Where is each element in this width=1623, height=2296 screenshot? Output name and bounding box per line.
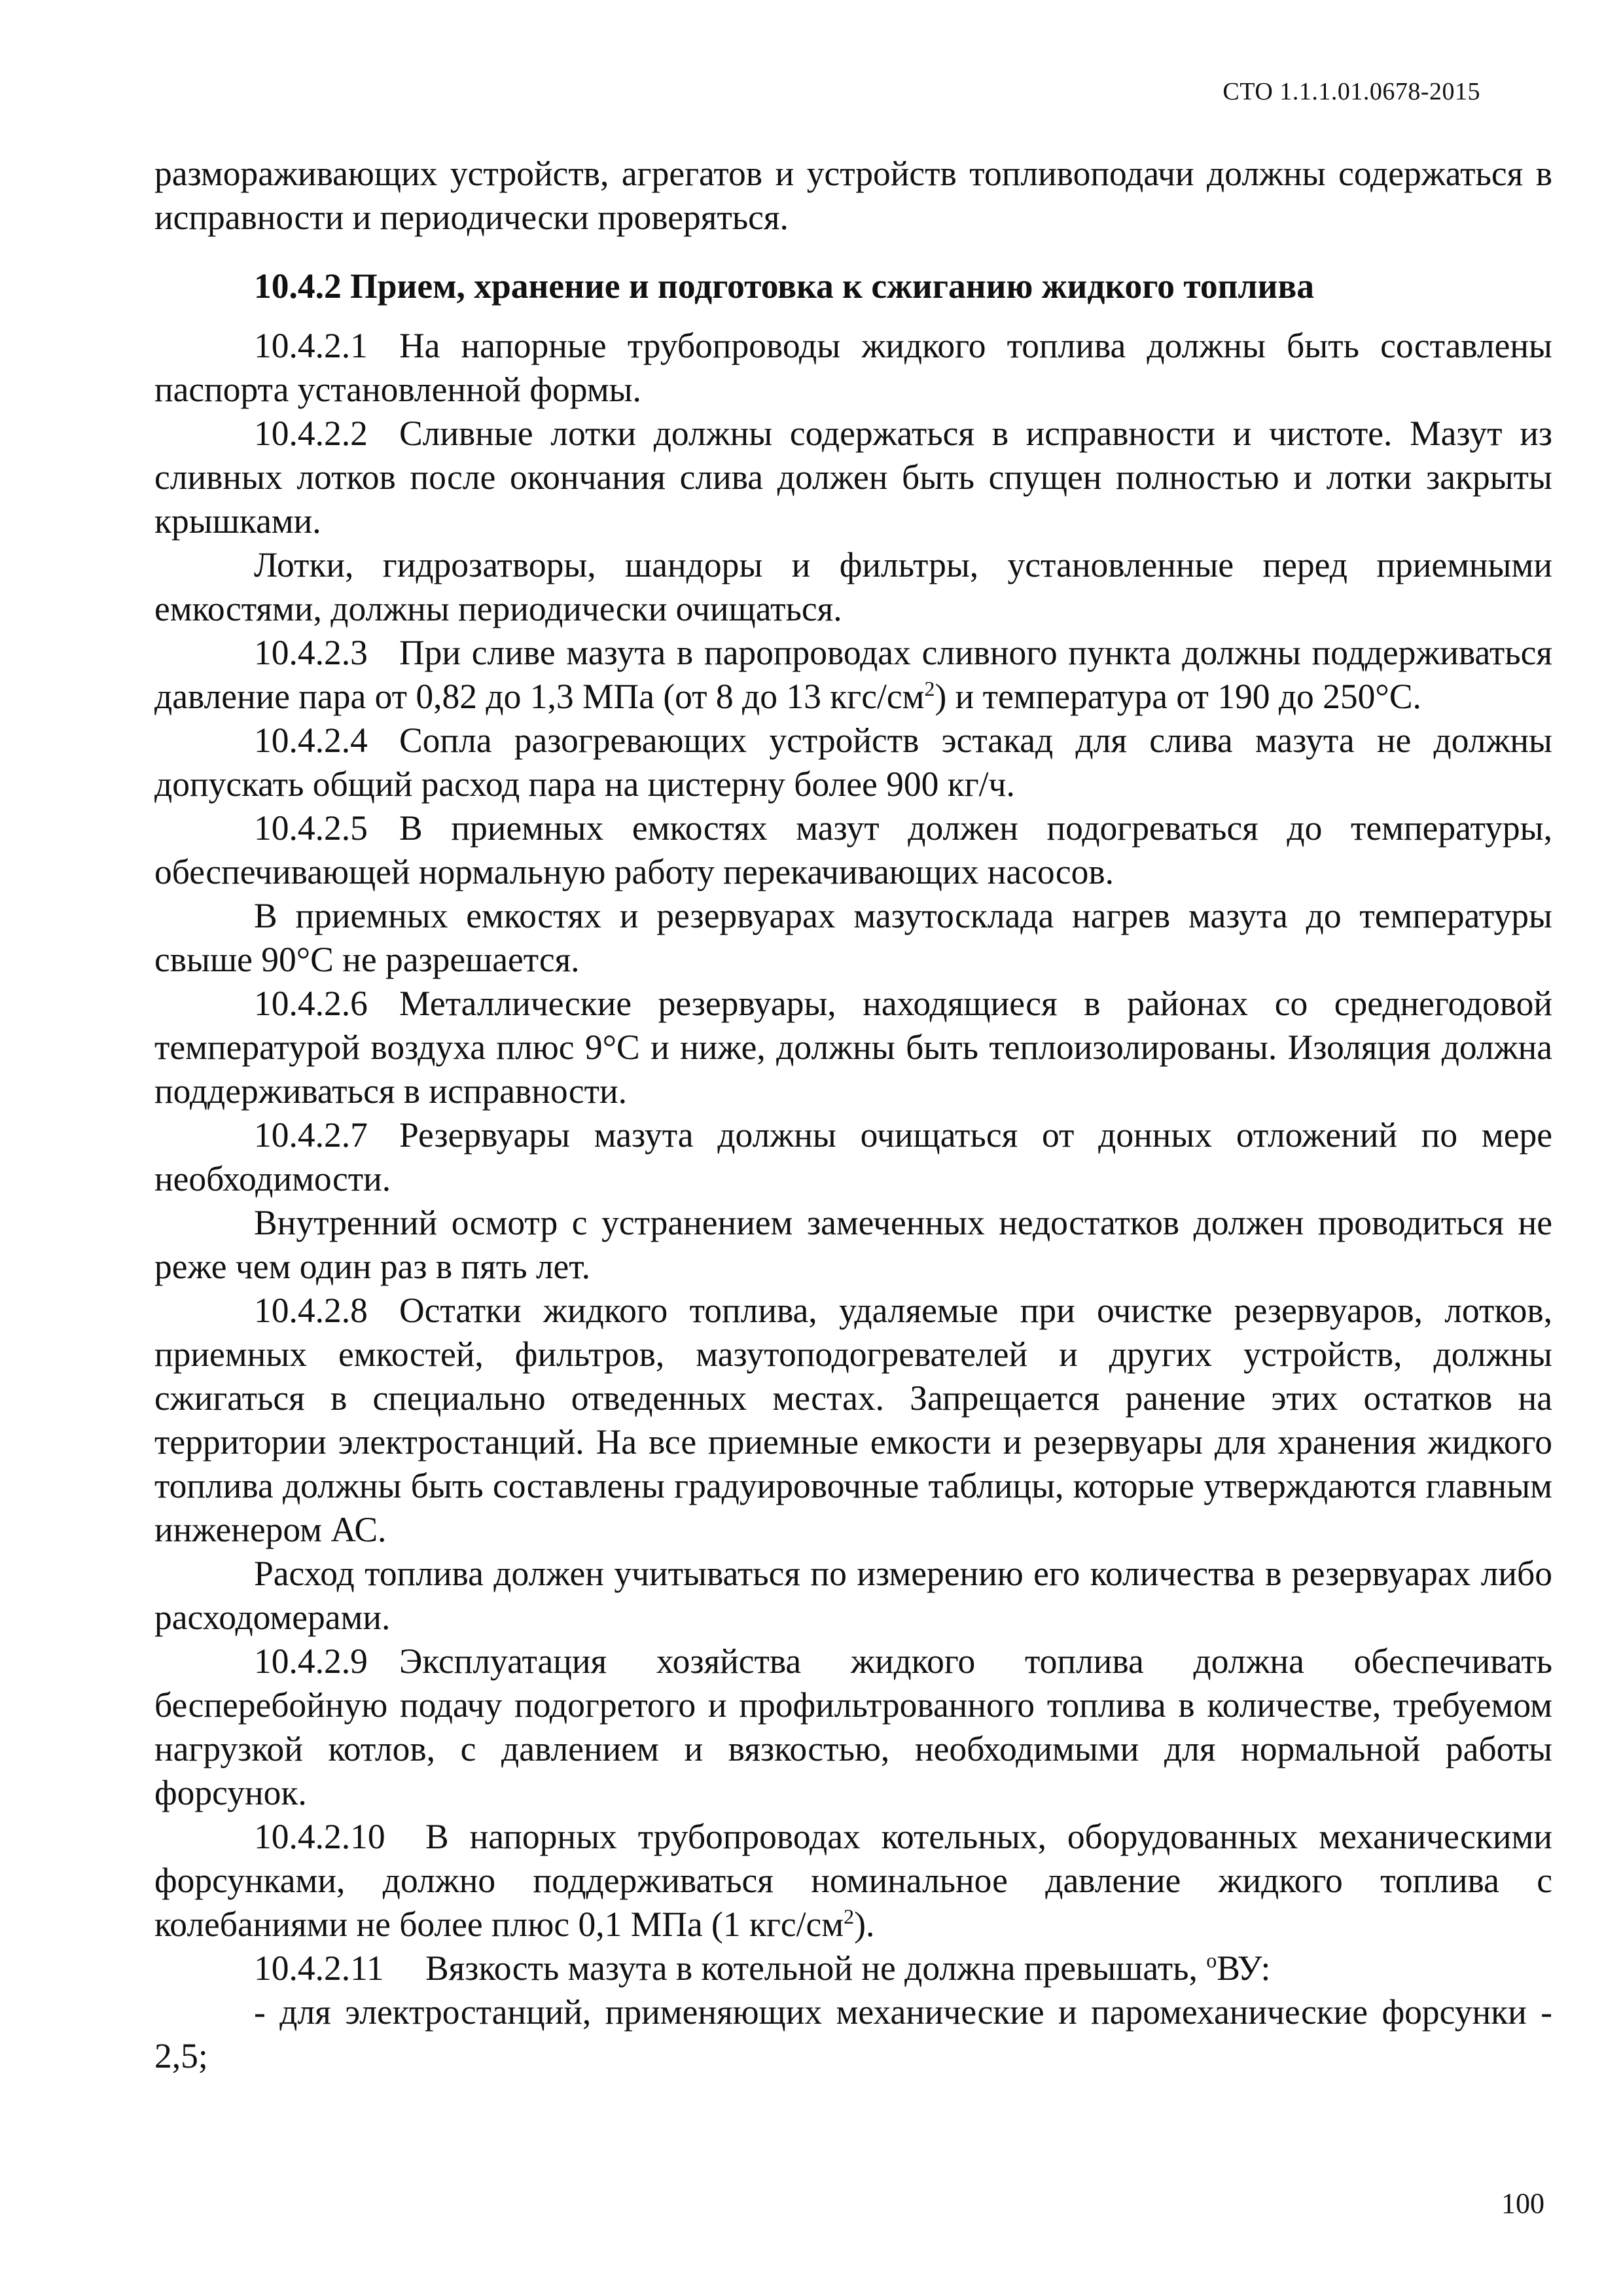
clause-10-4-2-4: [154, 719, 1552, 806]
clause-10-4-2-11: [154, 1946, 1552, 1990]
paragraph: Внутренний осмотр с устранением замеченных недостатков должен проводиться не реже чем один раз в пять лет.: [154, 1203, 1552, 1286]
clause-number: 10.4.2.9: [254, 1641, 368, 1681]
clause-number: 10.4.2.7: [254, 1115, 368, 1155]
clause-number: 10.4.2.2: [254, 414, 368, 453]
clause-text: В приемных емкостях мазут должен подогреваться до температуры, обеспечивающей нормальную работу перекачивающих насосов.: [154, 808, 1552, 891]
document-body: [154, 152, 1552, 2078]
clause-10-4-2-8: [154, 1289, 1552, 1552]
clause-text: Сливные лотки должны содержаться в исправности и чистоте. Мазут из сливных лотков после окончания слива должен быть спущен полностью и лотки закрыты крышками.: [154, 414, 1552, 541]
clause-text: Металлические резервуары, находящиеся в районах со среднегодовой температурой воздуха плюс 9°С и ниже, должны быть теплоизолированы. Изоляция должна поддерживаться в исправности.: [154, 984, 1552, 1111]
page-number: 100: [1501, 2187, 1544, 2219]
clause-number: 10.4.2.3: [254, 633, 368, 672]
clause-text: Сопла разогревающих устройств эстакад для слива мазута не должны допускать общий расход пара на цистерну более 900 кг/ч.: [154, 721, 1552, 804]
clause-text-end: ).: [854, 1905, 875, 1944]
paragraph: Лотки, гидрозатворы, шандоры и фильтры, установленные перед приемными емкостями, должны периодически очищаться.: [154, 545, 1552, 628]
clause-number: 10.4.2.6: [254, 984, 368, 1023]
document-code-header: СТО 1.1.1.01.0678-2015: [1222, 78, 1480, 105]
clause-number: 10.4.2.10: [254, 1817, 385, 1856]
clause-number: 10.4.2.5: [254, 808, 368, 848]
superscript: 2: [924, 677, 935, 701]
superscript: о: [1206, 1948, 1217, 1973]
clause-10-4-2-2: [154, 412, 1552, 543]
clause-number: 10.4.2.4: [254, 721, 368, 760]
clause-number: 10.4.2.8: [254, 1291, 368, 1330]
clause-text: Эксплуатация хозяйства жидкого топлива должна обеспечивать бесперебойную подачу подогретого и профильтрованного топлива в количестве, требуемом нагрузкой котлов, с давлением и вязкостью, необходимыми для нормальной работы форсунок.: [154, 1641, 1552, 1812]
clause-10-4-2-3: [154, 631, 1552, 719]
section-heading: 10.4.2 Прием, хранение и подготовка к сжиганию жидкого топлива: [254, 266, 1314, 306]
clause-text: На напорные трубопроводы жидкого топлива должны быть составлены паспорта установленной формы.: [154, 326, 1552, 409]
clause-text: Резервуары мазута должны очищаться от донных отложений по мере необходимости.: [154, 1115, 1552, 1198]
clause-10-4-2-10: [154, 1815, 1552, 1946]
clause-text: Вязкость мазута в котельной не должна превышать,: [425, 1948, 1207, 1988]
clause-10-4-2-5: [154, 806, 1552, 894]
clause-text: Остатки жидкого топлива, удаляемые при очистке резервуаров, лотков, приемных емкостей, фильтров, мазутоподогревателей и других устройств, должны сжигаться в специально отведенных местах. Запрещается ранение этих остатков на территории электростанций. На все приемные емкости и резервуары для хранения жидкого топлива должны быть составлены градуировочные таблицы, которые утверждаются главным инженером АС.: [154, 1291, 1552, 1549]
clause-10-4-2-6: [154, 982, 1552, 1113]
clause-text-end: ) и температура от 190 до 250°С.: [935, 677, 1421, 716]
clause-text: В напорных трубопроводах котельных, оборудованных механическими форсунками, должно поддерживаться номинальное давление жидкого топлива с колебаниями не более плюс 0,1 МПа (1 кгс/см: [154, 1817, 1552, 1944]
superscript: 2: [844, 1905, 855, 1929]
clause-10-4-2-1: [154, 324, 1552, 412]
clause-text-end: ВУ:: [1217, 1948, 1271, 1988]
clause-10-4-2-9: [154, 1640, 1552, 1815]
paragraph: Расход топлива должен учитываться по измерению его количества в резервуарах либо расходомерами.: [154, 1554, 1552, 1637]
paragraph: В приемных емкостях и резервуарах мазутосклада нагрев мазута до температуры свыше 90°С не разрешается.: [154, 896, 1552, 979]
list-item: - для электростанций, применяющих механические и паромеханические форсунки - 2,5;: [154, 1992, 1552, 2075]
clause-10-4-2-7: [154, 1113, 1552, 1201]
paragraph-continuation: размораживающих устройств, агрегатов и устройств топливоподачи должны содержаться в исправности и периодически проверяться.: [154, 154, 1552, 237]
clause-number: 10.4.2.1: [254, 326, 368, 365]
clause-text: При сливе мазута в паропроводах сливного пункта должны поддерживаться давление пара от 0,82 до 1,3 МПа (от 8 до 13 кгс/см: [154, 633, 1552, 716]
clause-number: 10.4.2.11: [254, 1948, 384, 1988]
